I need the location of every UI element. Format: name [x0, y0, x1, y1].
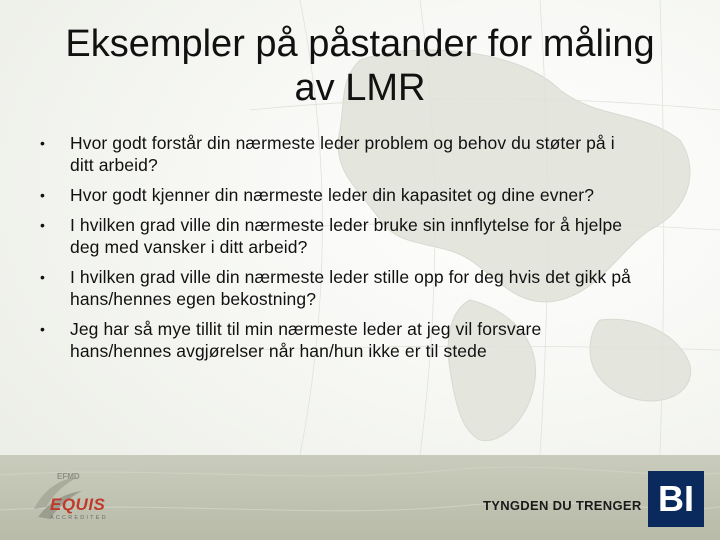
bullet-icon: •	[40, 269, 46, 285]
bullet-text: I hvilken grad ville din nærmeste leder bruke sin innflytelse for å hjelpe deg med vansker i ditt arbeid?	[70, 215, 623, 257]
equis-sub-label: ACCREDITED	[50, 515, 108, 521]
bullet-text: Jeg har så mye tillit til min nærmeste leder at jeg vil forsvare hans/hennes avgjørelser når han/hun ikke er til stede	[70, 319, 542, 361]
bullet-list	[40, 132, 640, 370]
bullet-item	[40, 266, 640, 310]
bullet-icon: •	[40, 187, 46, 203]
slide-title: Eksempler på påstander for måling av LMR	[65, 23, 655, 109]
bullet-item	[40, 184, 640, 206]
footer-bar	[0, 455, 720, 540]
bullet-text: Hvor godt kjenner din nærmeste leder din kapasitet og dine evner?	[70, 185, 595, 205]
equis-logo-text: EQUIS	[50, 495, 106, 514]
bullet-item	[40, 214, 640, 258]
footer-tagline: TYNGDEN DU TRENGER	[483, 498, 642, 513]
bullet-item	[40, 318, 640, 362]
bullet-icon: •	[40, 217, 46, 233]
equis-org-label: EFMD	[57, 472, 80, 481]
bi-logo-text: BI	[658, 478, 694, 519]
bullet-text: Hvor godt forstår din nærmeste leder problem og behov du støter på i ditt arbeid?	[70, 133, 615, 175]
bi-logo	[648, 471, 704, 527]
bullet-text: I hvilken grad ville din nærmeste leder stille opp for deg hvis det gikk på hans/hennes egen bekostning?	[70, 267, 631, 309]
bullet-item	[40, 132, 640, 176]
bullet-icon: •	[40, 321, 46, 337]
bullet-icon: •	[40, 135, 46, 151]
